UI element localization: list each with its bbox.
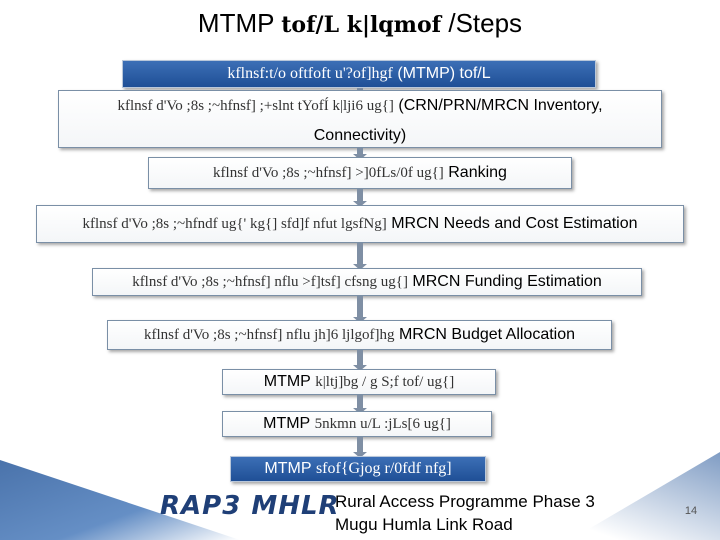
step-3-en: Ranking bbox=[448, 164, 507, 181]
arrow-3 bbox=[357, 189, 363, 202]
step-4-legacy: kflnsf d'Vo ;8s ;~hfndf ug{' kg{] sfd]f nfut lgsfNg] bbox=[82, 216, 387, 232]
step-box-6 bbox=[107, 320, 612, 350]
step-8-legacy: 5nkmn u/L :jLs[6 ug{] bbox=[314, 416, 451, 432]
step-6-legacy: kflnsf d'Vo ;8s ;~hfnsf] nflu jh]6 ljlgof]hg bbox=[143, 327, 395, 343]
step-7-legacy: k|ltj]bg / g S;f tof/ ug{] bbox=[315, 374, 455, 390]
title-prefix: MTMP bbox=[197, 8, 274, 38]
step-box-2 bbox=[58, 90, 662, 148]
arrow-7 bbox=[357, 395, 363, 409]
step-box-7 bbox=[222, 369, 496, 395]
arrow-2 bbox=[357, 148, 363, 155]
step-box-3 bbox=[148, 157, 572, 189]
step-7-en: MTMP bbox=[263, 373, 311, 390]
arrow-4 bbox=[357, 243, 363, 265]
step-box-8 bbox=[222, 411, 492, 437]
title-suffix: /Steps bbox=[448, 8, 523, 38]
step-box-1 bbox=[122, 60, 596, 88]
step-5-legacy: kflnsf d'Vo ;8s ;~hfnsf] nflu >f]tsf] cfsng ug{] bbox=[132, 274, 408, 290]
step-box-4 bbox=[36, 205, 684, 243]
page-number: 14 bbox=[684, 505, 698, 517]
step-2-en-line2: Connectivity) bbox=[313, 127, 407, 144]
arrow-8 bbox=[357, 437, 363, 453]
rap3-logo: RAP3 MHLR bbox=[160, 491, 340, 521]
title-legacy-text: tof/L k|lqmof bbox=[281, 12, 442, 38]
footer-line-1: Rural Access Programme Phase 3 bbox=[335, 492, 595, 511]
footer-line-2: Mugu Humla Link Road bbox=[335, 515, 513, 534]
step-9-legacy: sfof{Gjog r/0fdf nfg] bbox=[315, 460, 452, 477]
step-box-5 bbox=[92, 268, 642, 296]
step-1-en: (MTMP) tof/L bbox=[397, 65, 491, 82]
step-1-legacy: kflnsf:t/o oftfoft u'?of]hgf bbox=[227, 65, 393, 82]
step-8-en: MTMP bbox=[263, 415, 311, 432]
step-9-en: MTMP bbox=[264, 460, 312, 477]
arrow-5 bbox=[357, 296, 363, 318]
step-3-legacy: kflnsf d'Vo ;8s ;~hfnsf] >]0fLs/0f ug{] bbox=[213, 165, 444, 181]
step-5-en: MRCN Funding Estimation bbox=[412, 273, 602, 290]
step-2-legacy: kflnsf d'Vo ;8s ;~hfnsf] ;+slnt tYofÍ k|lji6 ug{] bbox=[117, 98, 394, 114]
step-4-en: MRCN Needs and Cost Estimation bbox=[391, 215, 638, 232]
step-2-en: (CRN/PRN/MRCN Inventory, bbox=[398, 97, 603, 114]
step-box-9 bbox=[230, 456, 486, 482]
footer-caption bbox=[335, 490, 675, 536]
step-6-en: MRCN Budget Allocation bbox=[398, 326, 576, 343]
slide-title bbox=[0, 4, 720, 44]
arrow-6 bbox=[357, 350, 363, 366]
